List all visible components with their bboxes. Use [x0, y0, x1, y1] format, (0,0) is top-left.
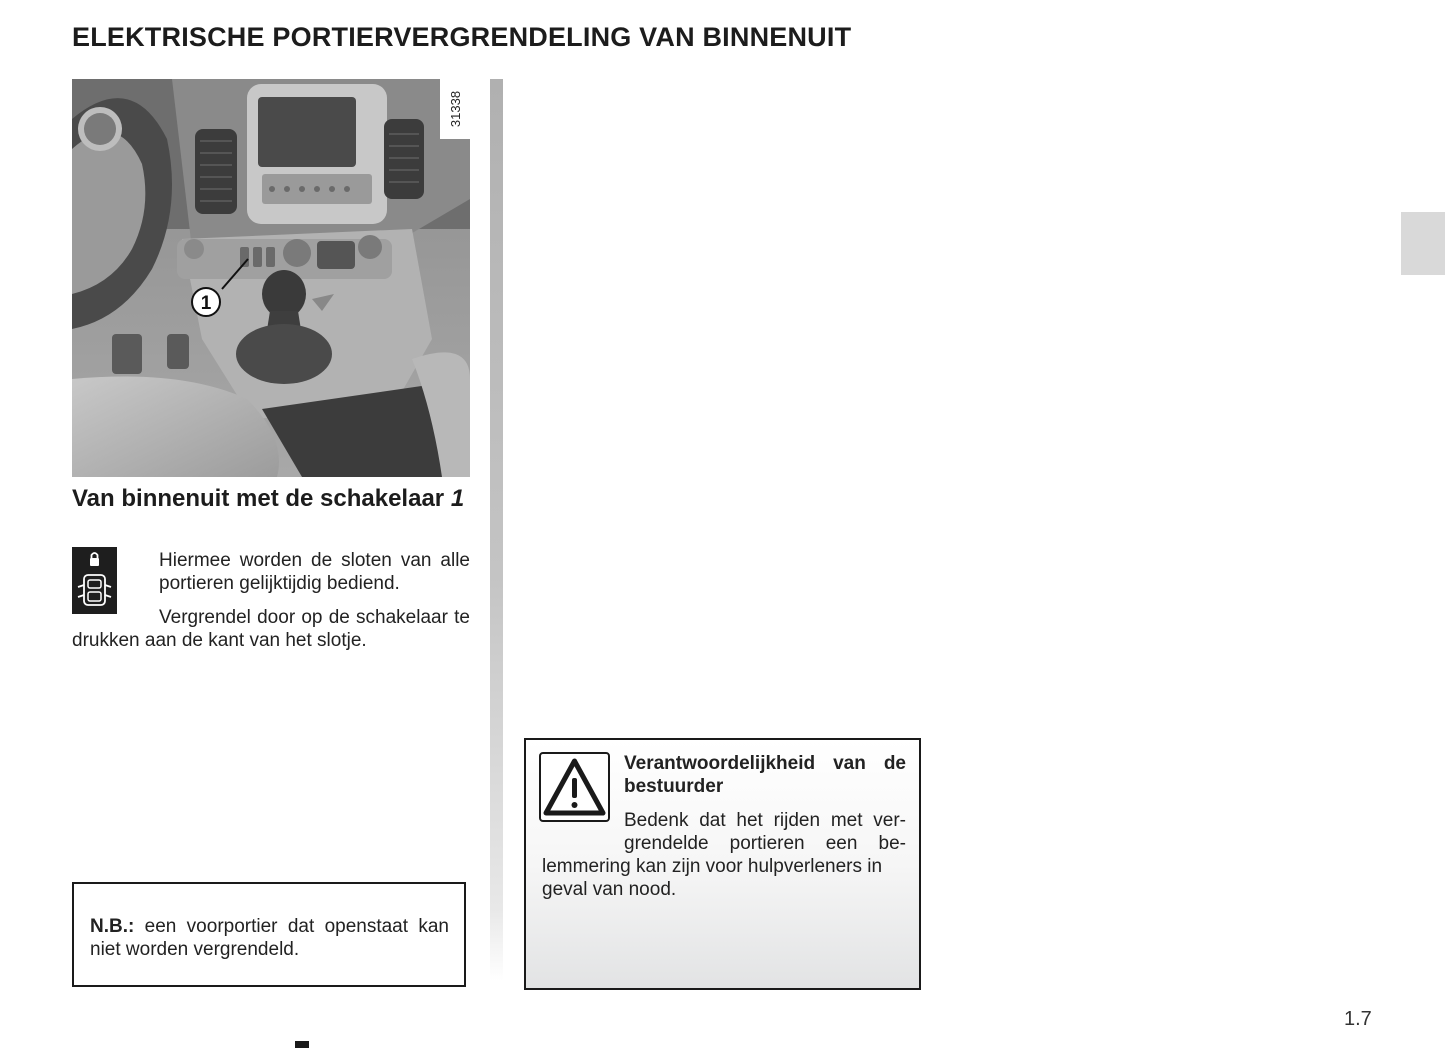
switch-reference: 1 — [450, 485, 465, 512]
section-heading: Van binnenuit met de schakelaar 1 — [72, 485, 465, 512]
chapter-tab — [1401, 212, 1445, 275]
page-number: 1.7 — [1344, 1008, 1372, 1030]
note-box — [72, 882, 466, 987]
instruction-paragraph: Vergrendel door op de schakelaar te drukken aan de kant van het slotje. — [72, 607, 470, 651]
callout-number: 1 — [200, 293, 212, 314]
warning-box — [524, 738, 921, 990]
note-label: N.B.: — [90, 916, 135, 937]
column-divider — [490, 79, 503, 981]
warning-text: Bedenk dat het rijden met ver- grendelde portieren een be- lemmering kan zijn voor hulpverleners in geval van nood. — [542, 810, 906, 900]
door-lock-switch-icon — [72, 547, 117, 614]
print-mark — [295, 1041, 309, 1048]
warning-title: Verantwoordelijkheid van de bestuurder — [624, 753, 906, 797]
figure-code: 31338 — [448, 90, 463, 128]
note-text: een voorportier dat openstaat kan niet worden vergrendeld. — [90, 916, 449, 960]
page-title: ELEKTRISCHE PORTIERVERGRENDELING VAN BINNENUIT — [72, 22, 852, 52]
description-paragraph: Hiermee worden de sloten van alle portieren gelijktijdig bediend. — [159, 550, 470, 594]
dashboard-photo — [72, 79, 470, 477]
